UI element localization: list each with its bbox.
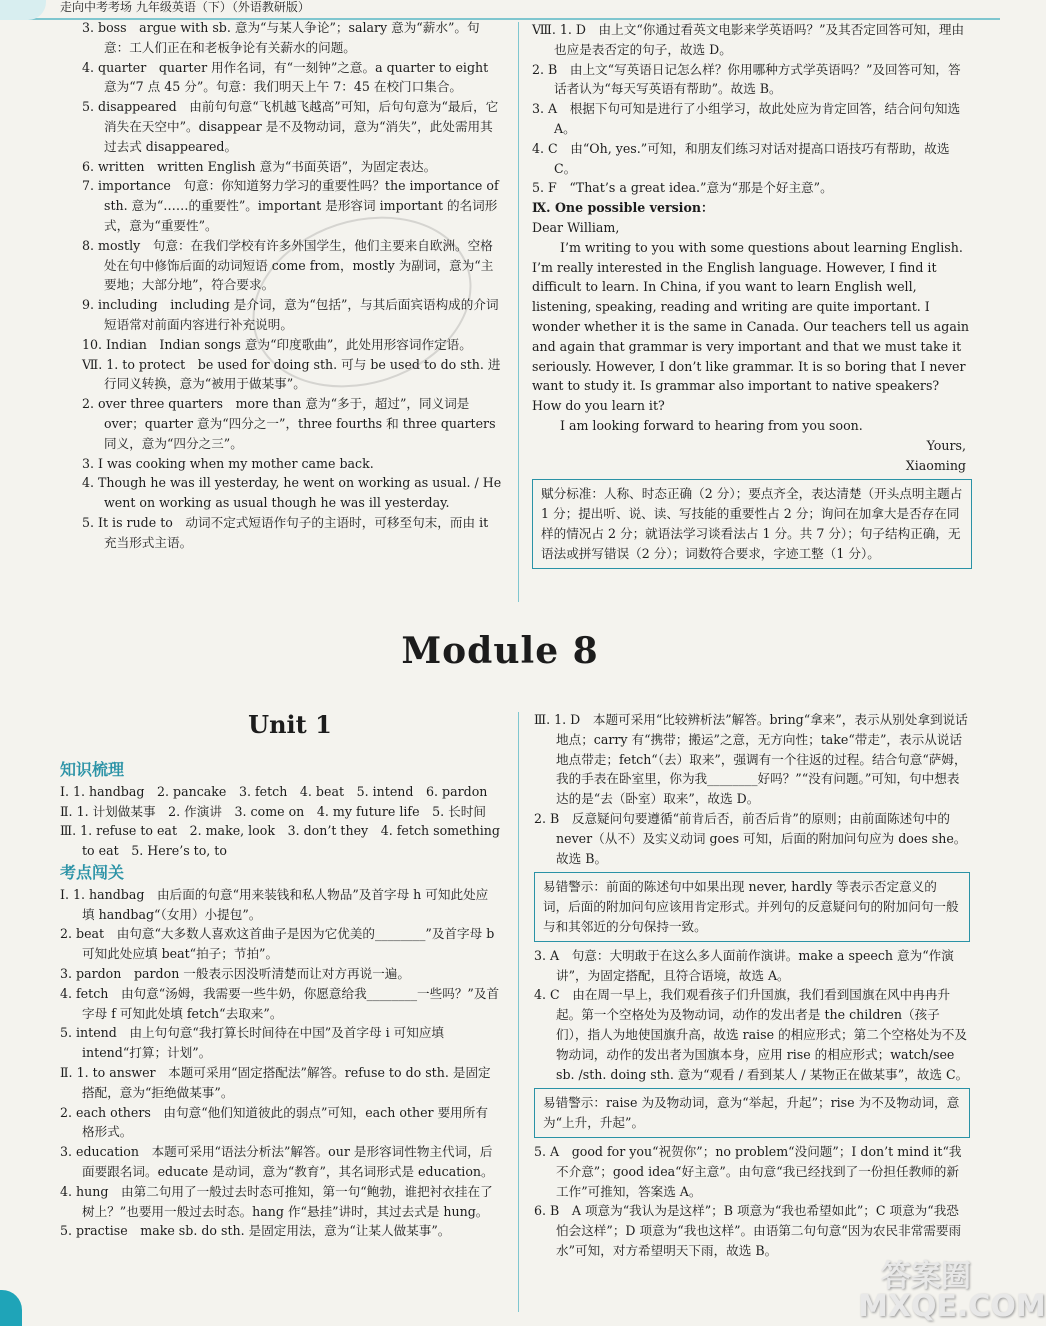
knowledge-item: Ⅲ. 1. refuse to eat 2. make, look 3. don’t they 4. fetch something to eat 5. Here’s to, to [60,823,500,859]
answer-item: Ⅷ. 1. D 由上文“你通过看英文电影来学英语吗？”及其否定回答可知，理由也应是表否定的句子，故选 D。 [532,22,965,57]
answer-item: 3. education 本题可采用“语法分析法”解答。our 是形容词性物主代词，后面要跟名词。educate 是动词，意为“教育”，其名词形式是 education。 [60,1144,494,1179]
knowledge-item: Ⅰ. 1. handbag 2. pancake 3. fetch 4. beat 5. intend 6. pardon [60,783,488,799]
answer-item: 3. I was cooking when my mother came back. [82,455,374,471]
answer-item: 5. F “That’s a great idea.”意为“那是个好主意”。 [532,180,833,196]
answer-item: Ⅰ. 1. handbag 由后面的句意“用来装钱和私人物品”及首字母 h 可知此处应填 handbag“（女用）小提包”。 [60,886,489,922]
answer-item: 4. quarter quarter 用作名词，有“一刻钟”之意。a quarter to eight 意为“7 点 45 分”。句意：我们明天上午 7：45 在校门口集合。 [82,59,489,95]
essay-label: Ⅸ. One possible version： [532,200,714,216]
warning-box [534,872,970,941]
page-header [0,0,1000,20]
section-heading-exam: 考点闯关 [60,862,125,882]
section-heading-knowledge: 知识梳理 [60,760,125,779]
answer-item: 9. including including 是介词，意为“包括”，与其后面宾语构成的介词短语常对前面内容进行补充说明。 [82,297,499,332]
answer-item: 4. Though he was ill yesterday, he went on working as usual. / He went on working as usual though he was ill yesterday. [82,475,502,511]
answer-item: 6. written written English 意为“书面英语”，为固定表达。 [82,158,437,174]
essay-signature: Xiaoming [905,457,966,473]
answer-item: Ⅶ. 1. to protect be used for doing sth. 可与 be used to do sth. 进行同义转换，意为“被用于做某事”。 [82,356,501,392]
scoring-box [532,479,972,568]
answer-item: 7. importance 句意：你知道努力学习的重要性吗？the importance of sth. 意为“……的重要性”。important 是形容词 important 的名词形式，意为“重要性”。 [82,178,499,233]
answers-column-bottom-right [534,710,970,1261]
essay-yours: Yours, [926,437,966,453]
knowledge-item: Ⅱ. 1. 计划做某事 2. 作演讲 3. come on 4. my future life 5. 长时间 [60,803,486,819]
answer-item: Ⅱ. 1. to answer 本题可采用“固定搭配法”解答。refuse to do sth. 是固定搭配，意为“拒绝做某事”。 [60,1064,491,1100]
unit-title: Unit 1 [248,710,332,739]
answer-item: 5. It is rude to 动词不定式短语作句子的主语时，可移至句末，而由 it 充当形式主语。 [82,514,489,550]
answer-item: 2. over three quarters more than 意为“多于，超过”，同义词是 over；quarter 意为“四分之一”，three fourths 和 three quarters 同义，意为“四分之三”。 [82,396,496,451]
answer-item: 2. each others 由句意“他们知道彼此的弱点”可知，each other 要用所有格形式。 [60,1104,488,1140]
answer-item: 8. mostly 句意：在我们学校有许多外国学生，他们主要来自欧洲。空格处在句中修饰后面的动词短语 come from，mostly 为副词，意为“主要地；大部分地”，符合要求。 [82,237,494,293]
essay-body: I’m writing to you with some questions about learning English. I’m really interested in the English language. However, I find it difficult to learn. In China, if you want to learn English well, listening, speaking, reading and writing are quite important. I wonder whether it is the same in Canada. Our teachers tell us again and again that grammar is very important and that we must take it seriously. However, I don’t like grammar. It is so boring that I never want to study it. Is grammar also important to native speakers? How do you learn it? [532,239,970,414]
answer-item: 4. fetch 由句意“汤姆，我需要一些牛奶，你愿意给我________一些吗？”及首字母 f 可知此处填 fetch“去取来”。 [60,985,500,1021]
answer-item: 6. B A 项意为“我认为是这样”；B 项意为“我也希望如此”；C 项意为“我恐怕会这样”；D 项意为“我也这样”。由语第二句句意“因为农民非常需要雨水”可知，对方希望明天下雨，故选 B。 [534,1203,962,1258]
module-title: Module 8 [401,630,599,672]
answers-column-top-right [532,20,972,573]
answer-item: 5. disappeared 由前句句意“飞机越飞越高”可知，后句句意为“最后，它消失在天空中”。disappear 是不及物动词，意为“消失”，此处需用其过去式 disappeared。 [82,99,499,154]
answer-item: 5. A good for you“祝贺你”；no problem“没问题”；I don’t mind it“我不介意”；good idea“好主意”。由句意“我已经找到了一份担任教师的新工作”可推知，答案选 A。 [534,1143,962,1199]
answers-column-top-left [82,18,502,553]
answers-column-bottom-left [60,758,500,1241]
header-title: 走向中考考场 九年级英语（下）（外语教研版） [60,0,310,14]
answer-item: 2. beat 由句意“大多数人喜欢这首曲子是因为它优美的________”及首字母 b 可知此处应填 beat“拍子；节拍”。 [60,926,495,962]
scoring-text: 赋分标准：人称、时态正确（2 分）；要点齐全，表达清楚（开头点明主题占 1 分；提出听、说、读、写技能的重要性占 2 分；询问在加拿大是否存在同样的情况占 2 分；就语法学习谈看法占 1 分。共 7 分）；句子结构正确，无语法或拼写错误（2 分）；词数符合要求，字迹工整（1 分）。 [541,486,963,561]
essay-greeting: Dear William, [532,219,620,235]
answer-item: 5. intend 由上句句意“我打算长时间待在中国”及首字母 i 可知应填 intend“打算；计划”。 [60,1025,445,1061]
answer-item: 3. boss argue with sb. 意为“与某人争论”；salary 意为“薪水”。句意：工人们正在和老板争论有关薪水的问题。 [82,20,480,55]
warning-text: 易错警示：raise 为及物动词，意为“举起，升起”；rise 为不及物动词，意为“上升，升起”。 [543,1095,960,1131]
answer-item: 2. B 由上文“写英语日记怎么样？你用哪种方式学英语吗？”及回答可知，答话者认为“每天写英语有帮助”。故选 B。 [532,61,961,97]
header-decoration [0,0,46,20]
answer-item: 4. C 由“Oh, yes.”可知，和朋友们练习对话对提高口语技巧有帮助，故选 C。 [532,140,950,176]
column-divider [518,712,519,1312]
essay-closing: I am looking forward to hearing from you soon. [560,417,863,433]
answer-item: 5. practise make sb. do sth. 是固定用法，意为“让某人做某事”。 [60,1223,451,1239]
warning-box [534,1088,970,1138]
answer-item: Ⅲ. 1. D 本题可采用“比较辨析法”解答。bring“拿来”，表示从别处拿到说话地点；carry 有“携带；搬运”之意，无方向性；take“带走”，表示从说话地点带走；fetch“（去）取来”，强调有一个往返的过程。结合句意“萨姆，我的手表在卧室里，你为我________好吗？”“没有问题。”可知，句中想表达的是“去（卧室）取来”，故选 D。 [534,712,968,807]
answer-item: 10. Indian Indian songs 意为“印度歌曲”，此处用形容词作定语。 [82,336,472,352]
answer-item: 3. A 句意：大明敢于在这么多人面前作演讲。make a speech 意为“作演讲”，为固定搭配，且符合语境，故选 A。 [534,947,954,983]
column-divider [518,22,519,602]
warning-text: 易错警示：前面的陈述句中如果出现 never, hardly 等表示否定意义的词，后面的附加问句应该用肯定形式。并列句的反意疑问句的附加问句一般与和其邻近的分句保持一致。 [543,879,959,934]
answer-item: 3. pardon pardon 一般表示因没听清楚而让对方再说一遍。 [60,965,410,981]
answer-item: 4. C 由在周一早上，我们观看孩子们升国旗，我们看到国旗在风中冉冉升起。第一个空格处为及物动词，动作的发出者是 the children（孩子们），指人为地使国旗升高，故选 raise 的相应形式；第二个空格处为不及物动词，动作的发出者为国旗本身，应用 rise 的相应形式；watch/see sb. /sth. doing sth. 意为“观看 / 看到某人 / 某物正在做某事”，故选 C。 [534,987,969,1082]
answer-item: 3. A 根据下句可知是进行了小组学习，故此处应为肯定回答，结合问句知选 A。 [532,101,961,136]
answer-item: 2. B 反意疑问句要遵循“前肯后否，前否后肯”的原则；由前面陈述句中的 never（从不）及实义动词 goes 可知，后面的附加问句应为 does she。故选 B。 [534,810,967,866]
page-corner-decoration [0,1290,22,1326]
watermark-logo: 答案圈 MXQE.COM [858,1259,1046,1324]
answer-item: 4. hung 由第二句用了一般过去时态可推知，第一句“鲍勃，谁把衬衣挂在了树上？”也要用一般过去时态。hang 作“悬挂”讲时，其过去式是 hung。 [60,1183,493,1219]
